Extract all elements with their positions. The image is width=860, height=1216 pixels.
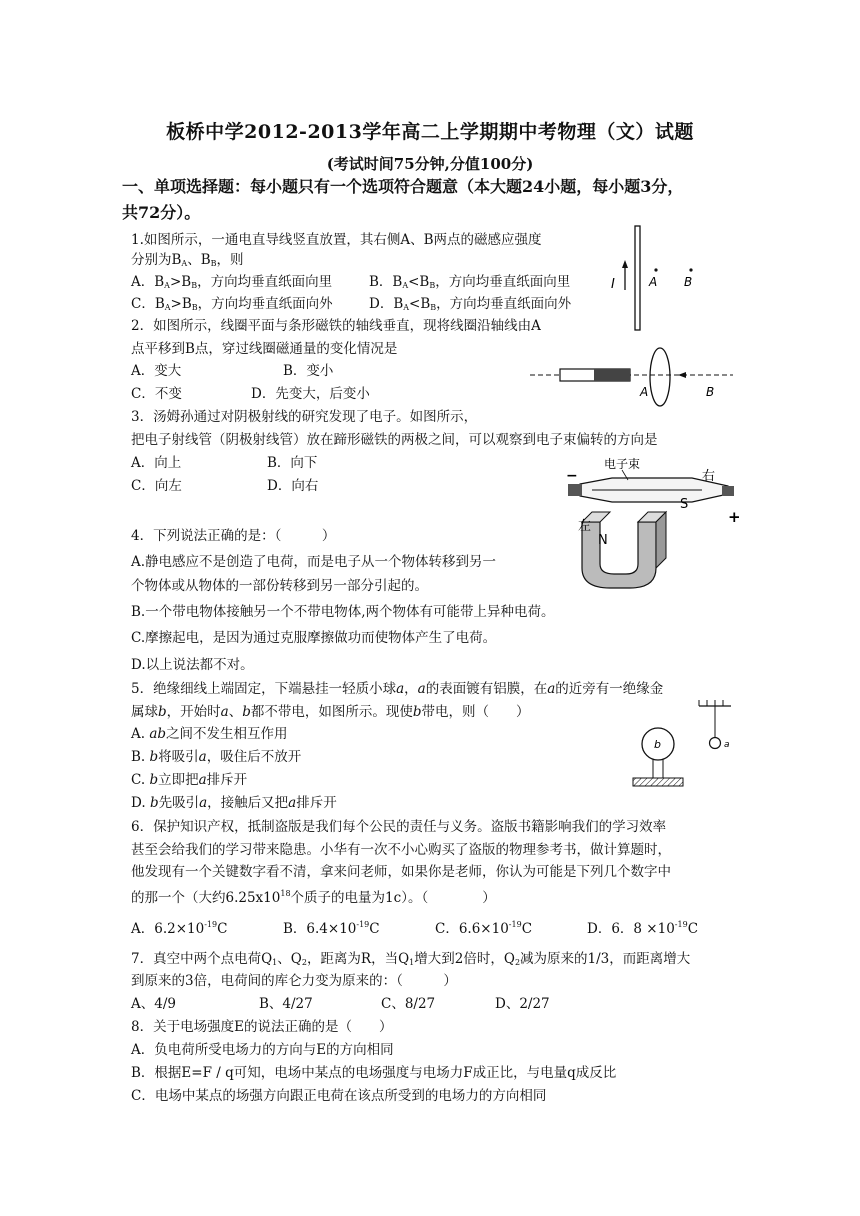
coil-point-a-label: A xyxy=(640,385,649,399)
beam-label: 电子束 xyxy=(604,457,641,471)
ball-a-label: a xyxy=(724,740,730,750)
q1-stem-line2: 分别为$B_A$、$B_B$，则 xyxy=(131,252,244,268)
q1-option-d: D．$B_A<B_B$，方向均垂直纸面向外 xyxy=(369,296,572,312)
q4-option-a-line2: 个物体或从物体的一部份转移到另一部分引起的。 xyxy=(131,578,428,594)
q6-option-d: D．6．$8 \times 10^{-19}C$ xyxy=(587,920,699,937)
exam-title: 板桥中学2012-2013学年高二上学期期中考物理（文）试题 xyxy=(166,121,694,143)
section-heading-line2: 共72分）。 xyxy=(122,203,201,222)
q2-coil-figure xyxy=(528,344,738,410)
point-b-label: B xyxy=(684,275,693,289)
small-ball-a xyxy=(710,738,721,749)
q4-option-d: D.以上说法都不对。 xyxy=(131,657,254,673)
coil-point-b-label: B xyxy=(706,385,715,399)
q8-option-a: A．负电荷所受电场力的方向与E的方向相同 xyxy=(131,1042,394,1058)
left-label: 左 xyxy=(578,519,592,534)
q6-stem-line2: 甚至会给我们的学习带来隐患。小华有一次不小心购买了盗版的物理参考书，做计算题时， xyxy=(131,842,671,858)
q1-option-b: B．$B_A<B_B$，方向均垂直纸面向里 xyxy=(369,274,571,290)
wire-shape xyxy=(635,226,640,330)
q2-option-d: D．先变大，后变小 xyxy=(251,386,370,402)
bar-magnet-pole xyxy=(594,369,630,381)
q4-option-c: C.摩擦起电，是因为通过克服摩擦做功而使物体产生了电荷。 xyxy=(131,630,497,646)
south-pole-label: S xyxy=(680,497,689,512)
minus-terminal-label: − xyxy=(566,468,578,484)
q2-stem-line2: 点平移到B点，穿过线圈磁通量的变化情况是 xyxy=(131,341,398,357)
ball-b-label: b xyxy=(654,738,661,751)
cathode-end xyxy=(568,484,582,496)
q5-option-a: A. ab之间不发生相互作用 xyxy=(131,726,288,742)
q6-stem-line1: 6．保护知识产权，抵制盗版是我们每个公民的责任与义务。盗版书籍影响我们的学习效率 xyxy=(131,819,667,835)
q5-stem-line2: 属球b，开始时a、b都不带电，如图所示。现使b带电，则（ ） xyxy=(131,704,530,720)
q2-option-b: B．变小 xyxy=(283,363,334,379)
horseshoe-magnet xyxy=(582,522,656,588)
exam-subtitle: (考试时间75分钟,分值100分) xyxy=(326,155,534,173)
point-b-dot xyxy=(689,268,692,271)
q4-stem: 4．下列说法正确的是：（ ） xyxy=(131,528,336,544)
q3-option-d: D．向右 xyxy=(267,478,319,494)
q3-option-b: B．向下 xyxy=(267,455,318,471)
q7-option-c: C、8/27 xyxy=(381,996,436,1012)
point-a-label: A xyxy=(649,275,658,289)
q7-option-a: A、4/9 xyxy=(131,996,176,1012)
q3-option-a: A．向上 xyxy=(131,455,182,471)
point-a-dot xyxy=(654,268,657,271)
q5-stem-line1: 5．绝缘细线上端固定，下端悬挂一轻质小球a，a的表面镀有铝膜，在a的近旁有一绝缘金 xyxy=(131,681,664,697)
q8-option-c: C．电场中某点的场强方向跟正电荷在该点所受到的电场力的方向相同 xyxy=(131,1088,547,1104)
q4-option-a-line1: A.静电感应不是创造了电荷，而是电子从一个物体转移到另一 xyxy=(131,554,497,570)
q7-stem-line1: 7．真空中两个点电荷$Q_1$、$Q_2$，距离为R，当$Q_1$增大到2倍时，$Q_2$减为原来的1/3，而距离增大 xyxy=(131,951,691,967)
stand-base xyxy=(633,778,683,786)
q2-stem-line1: 2．如图所示，线圈平面与条形磁铁的轴线垂直，现将线圈沿轴线由A xyxy=(131,318,541,334)
right-label: 右 xyxy=(702,469,716,484)
q7-option-d: D、2/27 xyxy=(495,996,550,1012)
q1-wire-figure xyxy=(605,224,715,334)
q2-option-c: C．不变 xyxy=(131,386,182,402)
current-label: I xyxy=(611,277,615,292)
q7-option-b: B、4/27 xyxy=(259,996,313,1012)
q3-option-c: C．向左 xyxy=(131,478,182,494)
q3-stem-line2: 把电子射线管（阴极射线管）放在蹄形磁铁的两极之间，可以观察到电子束偏转的方向是 xyxy=(131,432,658,448)
q3-stem-line1: 3．汤姆孙通过对阴极射线的研究发现了电子。如图所示， xyxy=(131,409,478,425)
north-pole-label: N xyxy=(598,533,608,548)
q8-option-b: B．根据E=F / q可知，电场中某点的电场强度与电场力F成正比，与电量q成反比 xyxy=(131,1065,617,1081)
anode-end xyxy=(722,486,734,496)
q5-option-c: C. b立即把a排斥开 xyxy=(131,772,248,788)
q2-option-a: A．变大 xyxy=(131,363,182,379)
plus-terminal-label: + xyxy=(728,508,741,526)
section-heading-line1: 一、单项选择题：每小题只有一个选项符合题意（本大题24小题，每小题3分， xyxy=(122,177,684,196)
q6-option-c: C．$6.6\times 10^{-19}C$ xyxy=(435,920,533,937)
q6-option-b: B．$6.4\times 10^{-19}C$ xyxy=(283,920,380,937)
q1-stem-line1: 1.如图所示，一通电直导线竖直放置，其右侧A、B两点的磁感应强度 xyxy=(131,232,542,248)
q3-tube-magnet-figure xyxy=(552,450,744,592)
q5-option-b: B. b将吸引a，吸住后不放开 xyxy=(131,749,302,765)
q1-option-c: C．$B_A>B_B$，方向均垂直纸面向外 xyxy=(131,296,333,312)
q5-option-d: D. b先吸引a，接触后又把a排斥开 xyxy=(131,795,337,811)
q4-option-b: B.一个带电物体接触另一个不带电物体,两个物体有可能带上异种电荷。 xyxy=(131,604,555,620)
q6-stem-line4: 的那一个（大约$6.25x10^{18}$个质子的电量为1c）。（ ） xyxy=(131,889,496,906)
q6-stem-line3: 他发现有一个关键数字看不清，拿来问老师，如果你是老师，你认为可能是下列几个数字中 xyxy=(131,864,671,880)
q7-stem-line2: 到原来的3倍，电荷间的库仑力变为原来的：（ ） xyxy=(131,973,457,989)
stand-post xyxy=(653,758,663,778)
coil-ring xyxy=(650,348,670,406)
q1-option-a: A．$B_A>B_B$，方向均垂直纸面向里 xyxy=(131,274,333,290)
q6-option-a: A．$6.2\times 10^{-19}C$ xyxy=(131,920,228,937)
q5-ball-figure xyxy=(627,696,747,794)
q8-stem: 8．关于电场强度E的说法正确的是（ ） xyxy=(131,1019,393,1035)
